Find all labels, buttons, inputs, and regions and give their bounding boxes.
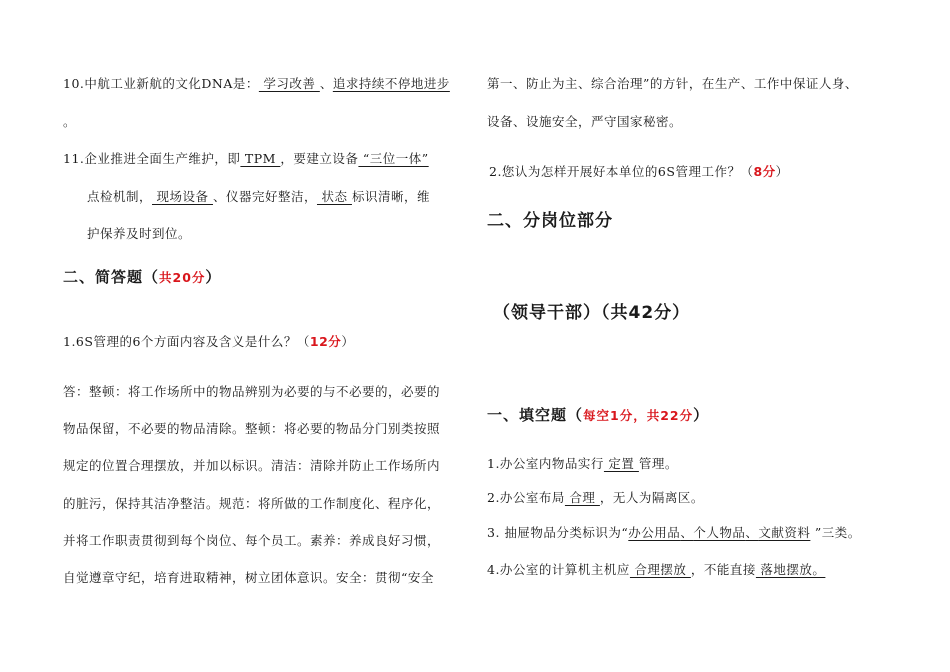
f4-blank-1: 合理摆放 [629, 562, 691, 577]
question-11-line-3: 护保养及时到位。 [87, 226, 192, 241]
q10-blank-2: 追求持续不停地进步 [332, 76, 450, 91]
sa-q2-text: 2.您认为怎样开展好本单位的6S管理工作？（ [489, 164, 754, 179]
q11-line2-mid: 、仪器完好整洁， [212, 189, 317, 204]
q11-mid: ，要建立设备 [280, 151, 359, 166]
answer-line: 答：整顿：将工作场所中的物品辨别为必要的与不必要的，必要的 [63, 384, 441, 399]
f4-blank-2: 落地摆放。 [755, 562, 826, 577]
fill-question-3 [487, 523, 861, 541]
fill-blank-title: 一、填空题（ [487, 406, 584, 424]
short-answer-question-1 [63, 332, 354, 350]
section-short-answer-title: 二、简答题（ [63, 268, 160, 286]
question-10 [63, 74, 450, 92]
answer-line: 的脏污，保持其洁净整洁。规范：将所做的工作制度化、程序化， [63, 496, 441, 511]
section-by-position-heading: 二、分岗位部分 [487, 211, 613, 231]
fill-question-4 [487, 560, 825, 578]
f3-blank-2: 个人物品 [693, 525, 746, 540]
f4-prefix: 4.办公室的计算机主机应 [487, 562, 630, 577]
fill-question-2 [487, 488, 704, 506]
q11-blank-state: 状态 [316, 189, 352, 204]
sa-q1-points: 12分 [309, 334, 342, 349]
answer-continued-line: 第一、防止为主、综合治理”的方针，在生产、工作中保证人身、 [487, 76, 858, 91]
fill-blank-points: 每空1分，共22分 [583, 408, 694, 423]
q11-blank-site: 现场设备 [152, 189, 213, 204]
f1-end: 管理。 [638, 456, 678, 471]
answer-line: 并将工作职责贯彻到每个岗位、每个员工。素养：养成良好习惯， [63, 533, 441, 548]
question-11-line-2 [87, 187, 430, 205]
q11-line2-end: 标识清晰，维 [351, 189, 430, 204]
q10-end: 。 [63, 114, 77, 129]
q11-blank-tpm: TPM [240, 151, 281, 166]
section-short-answer-close: ） [205, 268, 222, 286]
sa-q2-close: ） [775, 164, 789, 179]
section-short-answer-points: 共20分 [159, 270, 206, 285]
f3-prefix: 3. 抽屉物品分类标识为“ [487, 525, 629, 540]
question-11-line-1 [63, 149, 429, 167]
sa-q1-text: 1.6S管理的6个方面内容及含义是什么？（ [63, 334, 310, 349]
q10-blank-1: 学习改善 [258, 76, 320, 91]
f1-blank: 定置 [603, 456, 639, 471]
q10-sep: 、 [319, 76, 333, 91]
f2-end: ，无人为隔离区。 [599, 490, 704, 505]
q11-blank-three-in-one: “三位一体” [358, 151, 429, 166]
q11-prefix: 11.企业推进全面生产维护，即 [63, 151, 241, 166]
section-short-answer-heading [63, 266, 221, 287]
q11-line2-prefix: 点检机制， [87, 189, 153, 204]
f2-blank: 合理 [564, 490, 600, 505]
f3-blank-1: 办公用品 [628, 525, 681, 540]
answer-continued-line: 设备、设施安全，严守国家秘密。 [487, 114, 683, 129]
answer-line: 自觉遵章守纪，培育进取精神，树立团体意识。安全：贯彻“安全 [63, 570, 434, 585]
f3-sep-2: 、 [745, 525, 759, 540]
f3-blank-3: 文献资料 [758, 525, 811, 540]
f3-end: ”三类。 [810, 525, 861, 540]
f2-prefix: 2.办公室布局 [487, 490, 565, 505]
section-fill-blank-heading [487, 404, 709, 425]
answer-line: 物品保留，不必要的物品清除。整顿：将必要的物品分门别类按照 [63, 421, 441, 436]
answer-line: 规定的位置合理摆放，并加以标识。清洁：清除并防止工作场所内 [63, 458, 441, 473]
q10-prefix: 10.中航工业新航的文化DNA是： [63, 76, 259, 91]
f4-mid: ，不能直接 [690, 562, 756, 577]
short-answer-question-2 [489, 162, 789, 180]
f1-prefix: 1.办公室内物品实行 [487, 456, 604, 471]
f3-sep-1: 、 [680, 525, 694, 540]
fill-blank-close: ） [693, 406, 710, 424]
sa-q1-close: ） [341, 334, 355, 349]
sa-q2-points: 8分 [753, 164, 776, 179]
fill-question-1 [487, 454, 678, 472]
leader-cadre-heading: （领导干部）（共42分） [493, 303, 691, 323]
